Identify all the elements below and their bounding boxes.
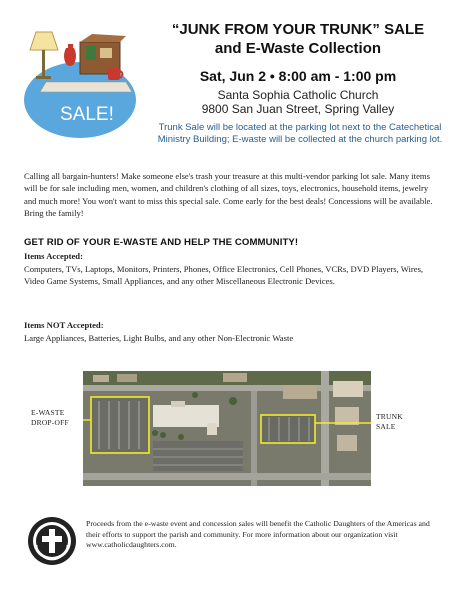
items-not-accepted-label: Items NOT Accepted: xyxy=(24,320,104,330)
ewaste-dropoff-label xyxy=(31,408,91,428)
event-venue xyxy=(150,88,446,116)
items-accepted-label: Items Accepted: xyxy=(24,251,83,261)
trunk-sale-label xyxy=(376,412,426,432)
box-icon xyxy=(80,34,126,74)
ewaste-label-line-1: E-WASTE xyxy=(31,408,65,417)
intro-paragraph: Calling all bargain-hunters! Make someone else's trash your treasure at this multi-vendor parking lot sale. Many items will be for sale including men, women, and children's clothing of all sizes, toys, electronics, household items, jewelry and much more! You won't want to miss this special sale. Come early for the best deals! Concessions will be available. Bring the family! xyxy=(24,171,433,218)
title-line-2: and E-Waste Collection xyxy=(214,40,382,57)
venue-note: Trunk Sale will be located at the parking lot next to the Catechetical Ministry Building; E-waste will be collected at the church parking lot. xyxy=(157,122,443,145)
trunk-label-line-1: TRUNK xyxy=(376,412,403,421)
sale-graphic xyxy=(22,22,148,142)
items-accepted-text: Computers, TVs, Laptops, Monitors, Printers, Phones, Office Electronics, Cell Phones, VCRs, DVD Players, Wires, Video Game Systems, Small Appliances, and any other Miscellaneous Electronic Devices. xyxy=(24,264,424,287)
items-not-accepted-text: Large Appliances, Batteries, Light Bulbs, and any other Non-Electronic Waste xyxy=(24,333,294,343)
title-line-1: “JUNK FROM YOUR TRUNK” SALE xyxy=(171,21,425,38)
footer-text: Proceeds from the e-waste event and concession sales will benefit the Catholic Daughters of the Americas and their efforts to support the parish and community. For more information about our organization visit www.catholicdaughters.com. xyxy=(86,519,430,550)
event-title xyxy=(150,20,446,58)
ewaste-label-line-2: DROP-OFF xyxy=(31,418,69,427)
ewaste-headline: GET RID OF YOUR E-WASTE AND HELP THE COMMUNITY! xyxy=(24,237,299,248)
aerial-map xyxy=(83,371,371,486)
trunk-label-line-2: SALE xyxy=(376,422,396,431)
event-date-time: Sat, Jun 2 • 8:00 am - 1:00 pm xyxy=(199,68,397,84)
venue-name: Santa Sophia Catholic Church xyxy=(217,88,379,102)
vase-icon xyxy=(64,44,76,66)
sale-text: SALE! xyxy=(60,104,114,125)
catholic-daughters-seal-logo xyxy=(27,516,77,566)
venue-address: 9800 San Juan Street, Spring Valley xyxy=(201,102,395,116)
